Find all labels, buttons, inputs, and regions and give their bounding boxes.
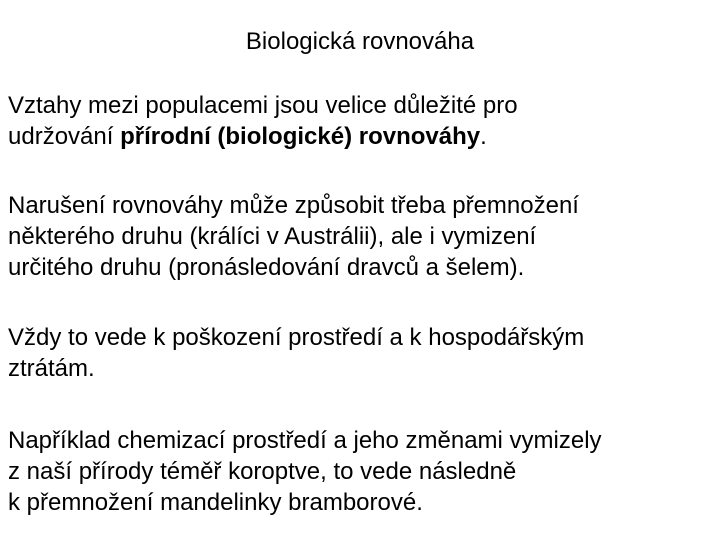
paragraph-line: určitého druhu (pronásledování dravců a šelem). [8,254,525,281]
paragraph-line [8,121,714,152]
paragraph-line: ztrátám. [8,355,95,382]
paragraph-line: Vždy to vede k poškození prostředí a k hospodářským [8,324,585,351]
paragraph-line: Například chemizací prostředí a jeho změnami vymizely [8,427,602,454]
paragraph-line: z naší přírody téměř koroptve, to vede následně [8,458,517,485]
paragraph-line: Vztahy mezi populacemi jsou velice důležité pro [8,92,518,119]
slide-title: Biologická rovnováha [245,28,475,55]
paragraph-consequences [8,322,714,384]
paragraph-relationships [8,90,714,152]
line-prefix: udržování [8,123,121,150]
paragraph-line: Narušení rovnováhy může způsobit třeba přemnožení [8,192,579,219]
paragraph-disruption [8,190,714,283]
paragraph-example [8,425,714,518]
paragraph-line: k přemnožení mandelinky bramborové. [8,489,423,516]
line-suffix: . [480,123,487,150]
paragraph-line: některého druhu (králíci v Austrálii), ale i vymizení [8,223,537,250]
bold-term: přírodní (biologické) rovnováhy [120,123,481,150]
